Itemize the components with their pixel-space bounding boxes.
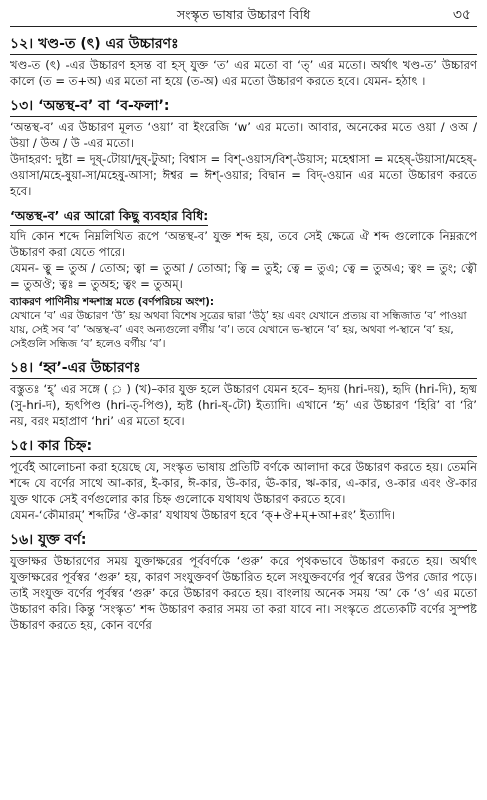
section-15-paragraph-1: পূর্বেই আলোচনা করা হয়েছে যে, সংস্কৃত ভাষায় প্রতিটি বর্ণকে আলাদা করে উচ্চারণ করতে হয়। তেমনি শব্দে যে বর্ণের সাথে আ-কার, ই-কার, ঈ-কার, উ-কার, ঊ-কার, ঋ-কার, এ-কার, ও-কার এবং ঔ-কার যুক্ত থাকে সেই বর্ণগুলোর কার চিহ্ন গুলোকে যথাযথ উচ্চারণ করতে হবে। — [10, 460, 477, 506]
section-13-paragraph-1: ‘অন্তস্থ-ব’ এর উচ্চারণ মূলত ‘ওয়া’ বা ইংরেজি ‘w’ এর মতো। আবার, অনেকের মতে ওয়া / ওঅ / উয়া / উঅ / উ -এর মতো। — [10, 120, 477, 150]
section-14-heading-row — [10, 357, 477, 379]
section-12 — [10, 33, 477, 89]
section-13-paragraph-2: উদাহরণ: দুষ্টা = দূষ্-টোয়া/দুষ্-টুআ; বিশ্বাস = বিশ্-ওয়াস/বিশ্-উয়াস; মহেশ্বাসা = মহেষ্-উয়াসা/মহেষ্-ওয়াসা/মহে-ষুয়া-সা/মহেষু-আসা; ঈশ্বর = ঈশ্-ওয়ার; বিদ্বান = বিদ্-ওয়ান এর মতো উচ্চারণ করতে হবে। — [10, 152, 477, 198]
section-13b-heading: ‘অন্তস্থ-ব’ এর আরো কিছু ব্যবহার বিধি: — [10, 207, 208, 226]
section-13 — [10, 95, 477, 199]
section-14 — [10, 357, 477, 429]
section-15-heading-row — [10, 435, 477, 457]
section-16-heading: ১৬। যুক্ত বর্ণ: — [10, 532, 87, 548]
section-15 — [10, 435, 477, 523]
section-13b-note-title: ব্যাকরণ পাণিনীয় শব্দশাস্ত্র মতে (বর্ণপরিচয় অংশ): — [10, 296, 215, 308]
page-number: ৩৫ — [452, 7, 471, 23]
section-13-heading: ১৩। ‘অন্তস্থ-ব’ বা ‘ব-ফলা’: — [10, 98, 170, 114]
section-15-heading: ১৫। কার চিহ্ন: — [10, 438, 93, 454]
section-13b-note-text: যেখানে ‘ব’ এর উচ্চারণ ‘উ’ হয় অথবা বিশেষ সূত্রের দ্বারা ‘উঠ্’ হয় এবং যেখানে প্রত্যয় বা সন্ধিজাত ‘ব’ পাওয়া যায়, সেই সব ‘ব’ ‘অন্তস্থ-ব’ এবং অন্যগুলো বর্গীয় ‘ব’। তবে যেখানে ভ-স্থানে ‘ব’ হয়, অথবা প-স্থানে ‘ব’ হয়, সেইগুলি সন্ধিজ ‘ব’ হলেও বর্গীয় ‘ব’। — [10, 310, 467, 350]
section-14-paragraph-1: বস্তুতঃ ‘হ্’ এর সঙ্গে ( ় ) (খ)–কার যুক্ত হলে উচ্চারণ যেমন হবে– হৃদয় (hri-দয়), হৃদি (hri-দি), হৃষ্ম (সু-hri-দ), হৃৎপিণ্ড (hri-ত্-পিণ্ড), হৃষ্ট (hri-ষ্-টো) ইত্যাদি। এখানে ‘হৃ’ এর উচ্চারণ ‘হিরি’ বা ‘রি’ নয়, বরং মহাপ্রাণ ‘hri’ এর মতো হবে। — [10, 382, 477, 428]
section-13b-paragraph-2: যেমন- ত্বু = তুঅ / তোঅ; ত্বা = তুআ / তোআ; ত্বি = তুই; ত্বে = তুএ; ত্বে = তুঅএ; ত্বং = তুং; ত্বৌ = তুঅঔ; ত্বঃ = তুঅহ; ত্বং = তুঅম্। — [10, 261, 477, 291]
section-13b-paragraph-1: যদি কোন শব্দে নিম্নলিখিত রূপে ‘অন্তস্থ-ব’ যুক্ত শব্দ হয়, তবে সেই ক্ষেত্রে ঐ শব্দ গুলোকে নিম্নরূপে উচ্চারণ করা যেতে পারে। — [10, 229, 477, 259]
section-12-heading: ১২। খণ্ড-ত (ৎ) এর উচ্চারণঃ — [10, 36, 179, 52]
section-13-heading-row — [10, 95, 477, 117]
section-16-paragraph-1: যুক্তাক্ষর উচ্চারণের সময় যুক্তাক্ষরের পূর্ববর্ণকে ‘গুরু’ করে পৃথকভাবে উচ্চারণ করতে হয়। অর্থাৎ যুক্তাক্ষরের পূর্বস্বর ‘গুরু’ হয়, কারণ সংযুক্তবর্ণ উচ্চারিত হলে সংযুক্তবর্ণের পূর্ব স্বরের উপর জোর পড়ে। তাই সংযুক্ত বর্ণের পূর্বস্বর ‘গুরু’ করে উচ্চারণ করতে হয়। বাংলায় অনেক সময় ‘অ’ কে ‘ও’ এর মতো উচ্চারণ করি। কিন্তু ‘সংস্কৃত’ শব্দ উচ্চারণ করার সময় তা করা যাবে না। সংস্কৃতে প্রত্যেকটি বর্ণের সুস্পষ্ট উচ্চারণ করতে হয়, কোন বর্ণের — [10, 554, 477, 632]
section-16-heading-row — [10, 529, 477, 551]
section-15-paragraph-2: যেমন-‘কৌমারম্’ শব্দটির ‘ঔ-কার’ যথাযথ উচ্চারণ হবে ‘ক্+ঔ+ম্+আ+রং’ ইত্যাদি। — [10, 508, 395, 522]
section-13b — [10, 205, 477, 351]
running-header — [10, 6, 477, 27]
running-title: সংস্কৃত ভাষার উচ্চারণ বিধি — [176, 7, 311, 22]
section-12-heading-row — [10, 33, 477, 55]
section-14-heading: ১৪। ‘হ্ব’-এর উচ্চারণঃ — [10, 360, 141, 376]
section-12-paragraph-1: খণ্ড-ত (ৎ) -এর উচ্চারণ হসন্ত বা হস্ যুক্ত ‘ত’ এর মতো বা ‘ত্’ এর মতো। অর্থাৎ খণ্ড-ত’ উচ্চারণ কালে (ত = ত+অ) এর মতো না হয়ে (ত-অ) এর মতো উচ্চারণ করতে হবে। যেমন- হঠাৎ । — [10, 58, 477, 88]
section-16 — [10, 529, 477, 633]
